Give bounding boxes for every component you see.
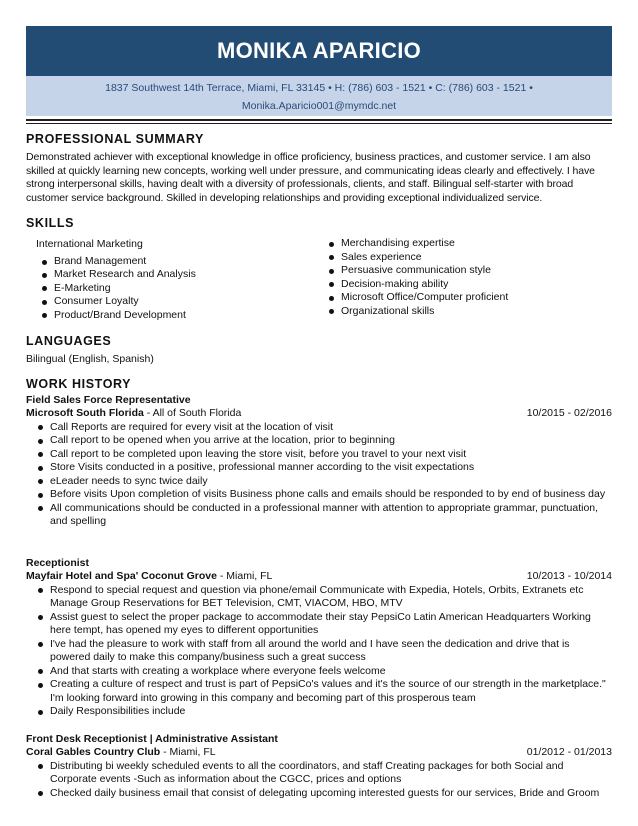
job-duty: Call Reports are required for every visit at the location of visit — [36, 421, 612, 435]
job-dates: 10/2015 - 02/2016 — [526, 407, 612, 420]
job-entry — [26, 394, 612, 529]
job-location: - Miami, FL — [160, 746, 216, 759]
contact-email: Monika.Aparicio001@mymdc.net — [241, 100, 397, 112]
skill-item: Market Research and Analysis — [36, 268, 319, 281]
job-employer — [26, 570, 272, 584]
job-location: - All of South Florida — [143, 407, 242, 420]
job-location: - Miami, FL — [216, 570, 273, 583]
candidate-name: MONIKA APARICIO — [26, 26, 612, 76]
skills-left-column — [26, 237, 319, 322]
job-title: Front Desk Receptionist | Administrative Assistant — [26, 732, 278, 745]
job-duty: And that starts with creating a workplace where everyone feels welcome — [36, 665, 612, 679]
skills-columns — [26, 237, 612, 322]
company-name: Microsoft South Florida — [26, 407, 144, 420]
job-duty: Before visits Upon completion of visits Business phone calls and emails should be responded to by end of business day — [36, 488, 612, 502]
job-duty: Creating a culture of respect and trust is part of PepsiCo's values and it's the source of our strength in the marketplace." I'm looking forward into growing in this company and becoming part of this prosperous team — [36, 678, 612, 705]
job-duty: Checked daily business email that consist of delegating upcoming interested guests for our services, Bride and Groom — [36, 787, 612, 801]
summary-text: Demonstrated achiever with exceptional knowledge in office proficiency, business practices, and customer service. I am also skilled at quickly learning new concepts, working well under pressure, and communicating ideas clearly and effectively. I have strong interpersonal skills, having dealt with a diversity of professionals, clients, and staff. Bilingual self-starter with broad customer service background. Skilled in developing relationships and providing exceptional individualized service. — [26, 151, 595, 204]
skill-item: E-Marketing — [36, 282, 319, 295]
section-spacer — [26, 719, 612, 731]
job-employer — [26, 746, 216, 760]
job-employer-line — [26, 570, 612, 584]
job-duty: Assist guest to select the proper package to accommodate their stay PepsiCo Latin American Headquarters Working here tempt, has opened my eyes to different opportunities — [36, 611, 612, 638]
skill-item: Decision-making ability — [327, 278, 612, 292]
skills-right-list — [327, 237, 612, 318]
header-divider-thin — [26, 123, 612, 124]
job-duty: Daily Responsibilities include — [36, 705, 612, 719]
work-history-heading: WORK HISTORY — [26, 376, 132, 391]
skill-item: International Marketing — [36, 238, 143, 250]
job-employer — [26, 407, 241, 421]
skills-right-column — [319, 237, 612, 322]
skills-heading: SKILLS — [26, 216, 75, 230]
contact-address-phones: 1837 Southwest 14th Terrace, Miami, FL 33145 • H: (786) 603 - 1521 • C: (786) 603 - 1521 • — [105, 82, 533, 94]
job-duty: Respond to special request and question via phone/email Communicate with Expedia, Hotels, Orbits, Extranets etc Manage Group Reservations for BET Television, CMT, VIACOM, HBO, MTV — [36, 584, 612, 611]
job-title: Receptionist — [26, 556, 90, 569]
job-duty: Call report to be opened when you arrive at the location, prior to beginning — [36, 434, 612, 448]
skill-item: Organizational skills — [327, 305, 612, 319]
section-spacer — [26, 529, 612, 555]
job-duty: Call report to be completed upon leaving the store visit, before you travel to your next visit — [36, 448, 612, 462]
job-entry — [26, 557, 612, 719]
resume-content — [26, 132, 612, 800]
job-employer-line — [26, 407, 612, 421]
skill-item: Microsoft Office/Computer proficient — [327, 291, 612, 305]
job-dates: 10/2013 - 10/2014 — [526, 570, 612, 583]
summary-heading: PROFESSIONAL SUMMARY — [26, 132, 204, 146]
job-employer-line — [26, 746, 612, 760]
skill-item: Merchandising expertise — [327, 237, 612, 251]
skill-item: Persuasive communication style — [327, 264, 612, 278]
skills-left-list — [36, 255, 319, 322]
job-duties — [36, 421, 612, 529]
job-duty: eLeader needs to sync twice daily — [36, 475, 612, 489]
job-dates: 01/2012 - 01/2013 — [526, 746, 612, 759]
contact-info — [26, 76, 612, 116]
job-duty: I've had the pleasure to work with staff from all around the world and I have seen the dedication and drive that is powered daily to make this company/business such a great success — [36, 638, 612, 665]
skill-item: Consumer Loyalty — [36, 295, 319, 308]
company-name: Coral Gables Country Club — [26, 746, 161, 759]
job-duty: Store Visits conducted in a positive, professional manner according to the visit expectations — [36, 461, 612, 475]
skill-item: Sales experience — [327, 251, 612, 265]
job-entry — [26, 733, 612, 801]
skill-item: Product/Brand Development — [36, 309, 319, 322]
job-duty: Distributing bi weekly scheduled events to all the coordinators, and staff Creating packages for both Social and Corporate events -Such as information about the CGCC, prices and options — [36, 760, 612, 787]
job-title: Field Sales Force Representative — [26, 393, 191, 406]
company-name: Mayfair Hotel and Spa' Coconut Grove — [26, 570, 217, 583]
job-duties — [36, 760, 612, 801]
job-duties — [36, 584, 612, 719]
job-duty: All communications should be conducted in a professional manner with attention to appropriate grammar, punctuation, and spelling — [36, 502, 612, 529]
skill-item: Brand Management — [36, 255, 319, 268]
languages-heading: LANGUAGES — [26, 334, 112, 349]
header-divider-thick — [26, 119, 612, 121]
languages-text: Bilingual (English, Spanish) — [26, 353, 154, 366]
